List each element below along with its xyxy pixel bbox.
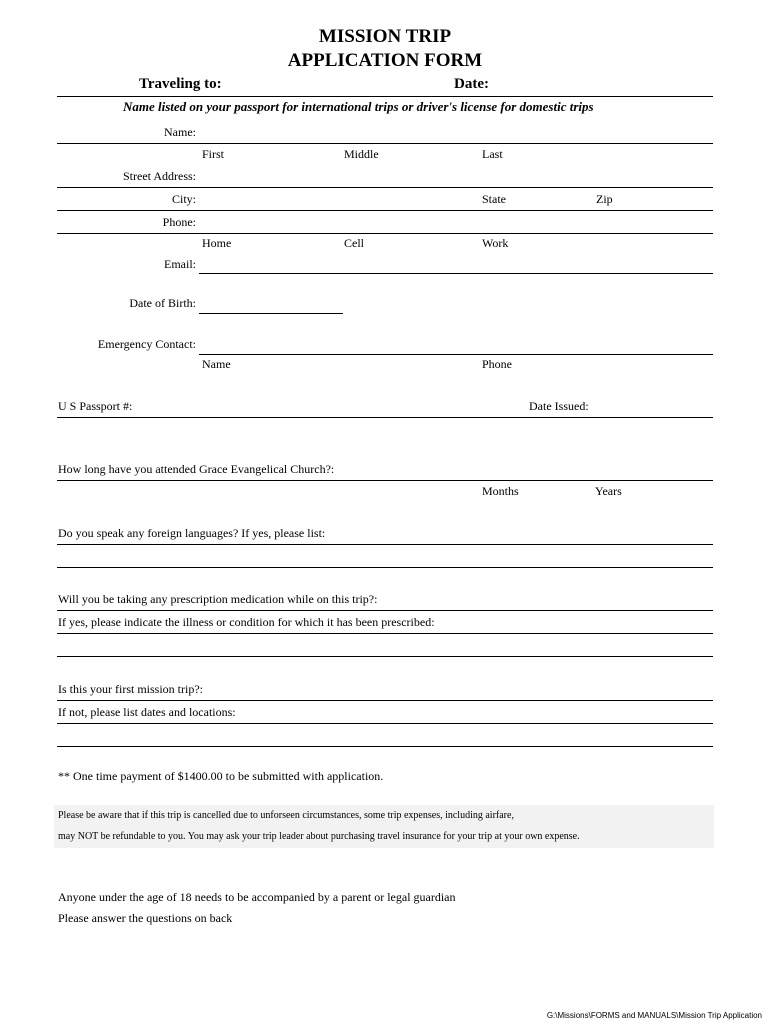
state-label: State: [482, 192, 506, 206]
first-name-caption: First: [202, 147, 225, 161]
date-field[interactable]: [492, 76, 712, 94]
header-divider: [57, 96, 713, 97]
traveling-to-field[interactable]: [226, 76, 446, 94]
emergency-name-caption: Name: [202, 357, 231, 371]
prior-trips-field[interactable]: [248, 704, 713, 722]
date-issued-label: Date Issued:: [529, 399, 589, 413]
languages-field[interactable]: [340, 525, 713, 543]
work-phone-caption: Work: [482, 236, 509, 250]
phone-label: Phone:: [162, 215, 196, 229]
emergency-line: [199, 354, 713, 355]
church-line: [57, 480, 713, 481]
phone-field[interactable]: [201, 214, 713, 232]
languages-question: Do you speak any foreign languages? If yes, please list:: [58, 526, 326, 540]
age-requirement-note: Anyone under the age of 18 needs to be accompanied by a parent or legal guardian: [58, 890, 456, 904]
first-trip-line-3: [57, 746, 713, 747]
medication-condition-field[interactable]: [455, 614, 713, 632]
first-trip-field[interactable]: [215, 681, 713, 699]
passport-name-instruction: Name listed on your passport for international trips or driver's license for domestic trips: [123, 99, 594, 114]
emergency-contact-label: Emergency Contact:: [97, 337, 196, 351]
first-trip-question: Is this your first mission trip?:: [58, 682, 203, 696]
email-field[interactable]: [201, 255, 713, 273]
passport-line: [57, 417, 713, 418]
form-title-line2: APPLICATION FORM: [287, 50, 483, 71]
street-address-label: Street Address:: [123, 169, 196, 183]
last-name-caption: Last: [482, 147, 503, 161]
form-title-line1: MISSION TRIP: [318, 26, 452, 47]
medication-question: Will you be taking any prescription medication while on this trip?:: [58, 592, 378, 606]
dob-field[interactable]: [201, 295, 342, 313]
home-phone-caption: Home: [202, 236, 232, 250]
phone-line: [57, 233, 713, 234]
file-path-footer: G:\Missions\FORMS and MANUALS\Mission Trip Application: [546, 1011, 762, 1020]
name-line: [57, 143, 713, 144]
emergency-contact-field[interactable]: [201, 336, 713, 354]
middle-name-caption: Middle: [344, 147, 379, 161]
city-line: [57, 210, 713, 211]
refund-notice-line2: may NOT be refundable to you. You may ask your trip leader about purchasing travel insurance for your trip at your own expense.: [58, 831, 580, 842]
first-trip-line-1: [57, 700, 713, 701]
email-line: [199, 273, 713, 274]
payment-note: ** One time payment of $1400.00 to be submitted with application.: [58, 769, 384, 783]
passport-label: U S Passport #:: [58, 399, 133, 413]
medication-field[interactable]: [395, 591, 713, 609]
medication-followup: If yes, please indicate the illness or condition for which it has been prescribed:: [58, 615, 435, 629]
dob-line: [199, 313, 343, 314]
passport-number-field[interactable]: [140, 398, 520, 416]
name-field[interactable]: [201, 125, 713, 143]
zip-field[interactable]: [616, 191, 713, 209]
street-line: [57, 187, 713, 188]
first-trip-line-2: [57, 723, 713, 724]
medication-line-2: [57, 633, 713, 634]
cell-phone-caption: Cell: [344, 236, 364, 250]
street-address-field[interactable]: [201, 168, 713, 186]
date-issued-field[interactable]: [594, 398, 713, 416]
prior-trips-field-2[interactable]: [57, 727, 713, 745]
languages-line-2: [57, 567, 713, 568]
years-caption: Years: [595, 484, 622, 498]
zip-label: Zip: [596, 192, 613, 206]
months-caption: Months: [482, 484, 519, 498]
languages-field-2[interactable]: [57, 548, 713, 566]
questions-on-back-note: Please answer the questions on back: [58, 911, 233, 925]
church-attendance-question: How long have you attended Grace Evangelical Church?:: [58, 462, 335, 476]
name-label: Name:: [164, 125, 196, 139]
emergency-phone-caption: Phone: [482, 357, 512, 371]
traveling-to-label: Traveling to:: [139, 76, 222, 92]
languages-line-1: [57, 544, 713, 545]
medication-line-1: [57, 610, 713, 611]
city-field[interactable]: [201, 191, 471, 209]
refund-notice-line1: Please be aware that if this trip is cancelled due to unforseen circumstances, some trip expenses, including airfare,: [58, 810, 514, 821]
medication-condition-field-2[interactable]: [57, 637, 713, 655]
email-label: Email:: [164, 257, 196, 271]
dob-label: Date of Birth:: [129, 296, 196, 310]
first-trip-followup: If not, please list dates and locations:: [58, 705, 236, 719]
date-label: Date:: [454, 76, 489, 92]
state-field[interactable]: [512, 191, 592, 209]
medication-line-3: [57, 656, 713, 657]
church-attendance-field[interactable]: [350, 461, 713, 479]
city-label: City:: [171, 192, 196, 206]
